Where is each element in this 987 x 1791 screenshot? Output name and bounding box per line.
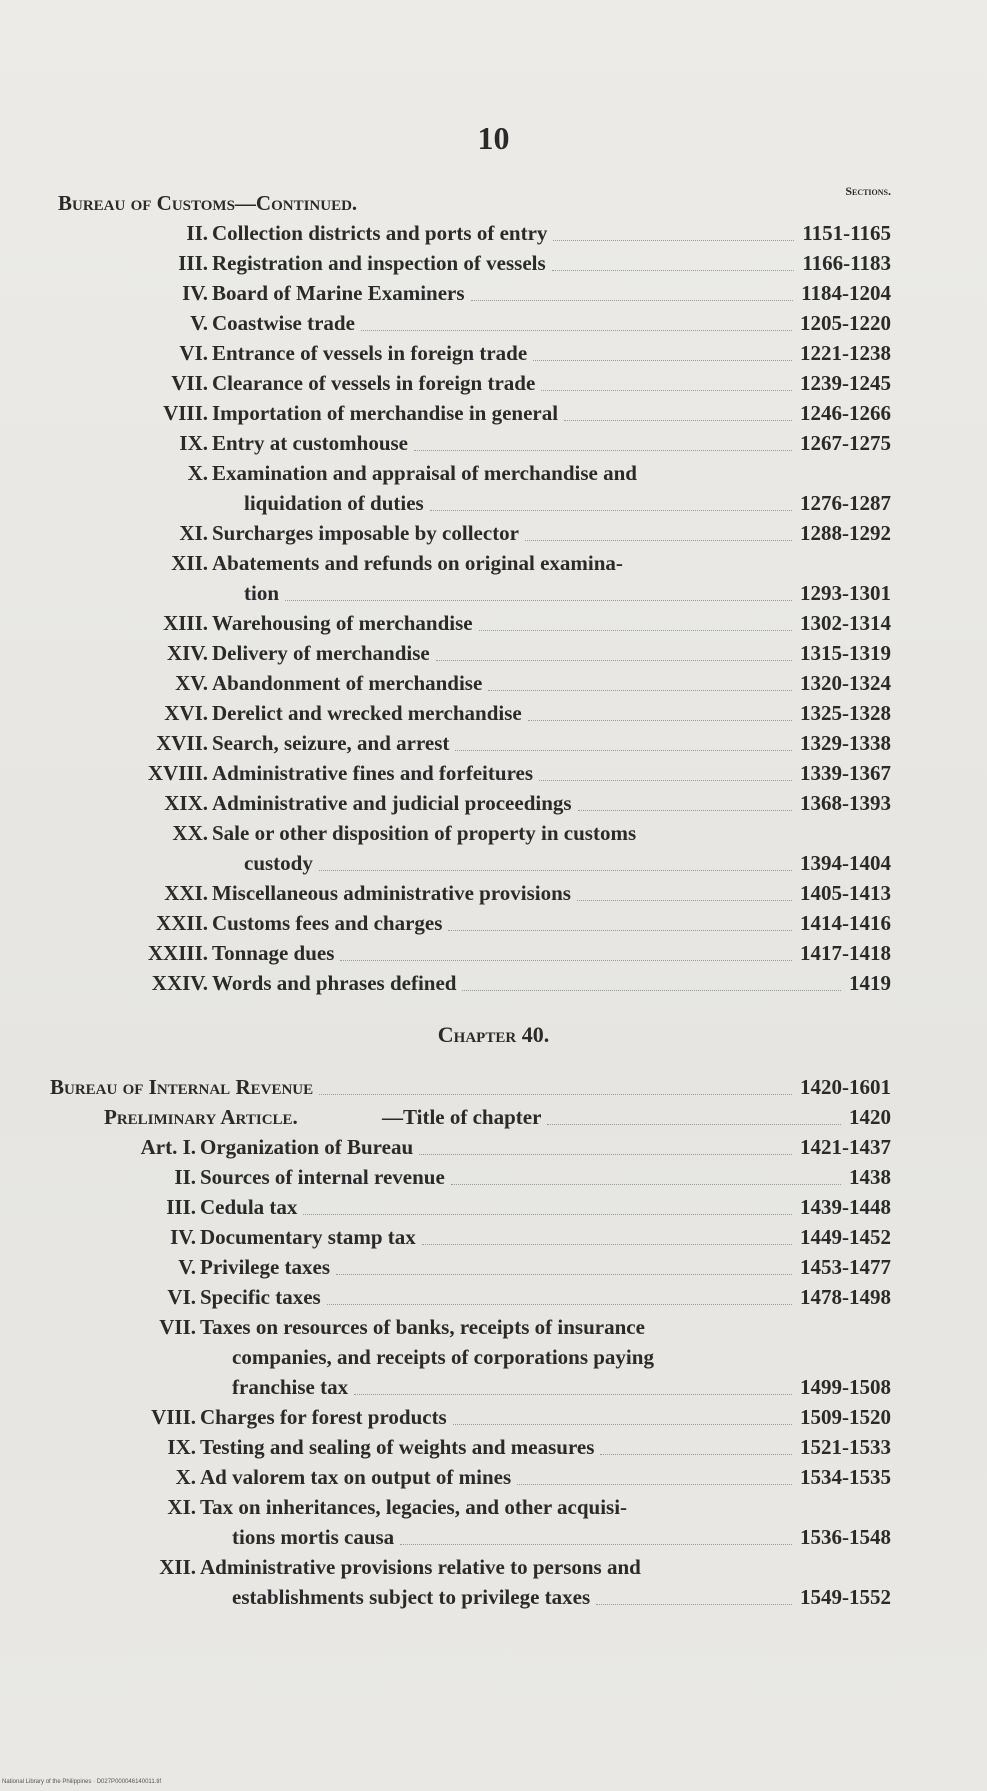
- toc-entry-line: [0, 1132, 987, 1162]
- section-range: 1414-1416: [800, 911, 891, 935]
- toc-entry-line: [0, 1372, 987, 1402]
- article-numeral: XX.: [172, 821, 208, 845]
- article-title: Entry at customhouse: [212, 431, 409, 455]
- article-title: Tonnage dues: [212, 941, 335, 965]
- toc-entry-line: [0, 1522, 987, 1552]
- dot-leader: [488, 690, 792, 691]
- article-numeral: XIX.: [164, 791, 208, 815]
- article-numeral: VIII.: [151, 1405, 196, 1429]
- toc-entry-line: [0, 1312, 987, 1342]
- article-numeral: XXII.: [156, 911, 208, 935]
- section-range: 1534-1535: [800, 1465, 891, 1489]
- article-title: Importation of merchandise in general: [212, 401, 559, 425]
- toc-entry-line: [0, 1492, 987, 1522]
- toc-entry-line: [0, 608, 987, 638]
- dot-leader: [414, 450, 792, 451]
- article-title: tions mortis causa: [232, 1525, 395, 1549]
- toc-entry-line: [0, 788, 987, 818]
- section-range: 1267-1275: [800, 431, 891, 455]
- article-title: Entrance of vessels in foreign trade: [212, 341, 528, 365]
- article-numeral: VII.: [159, 1315, 196, 1339]
- article-title: Miscellaneous administrative provisions: [212, 881, 571, 905]
- toc-entry-line: [0, 878, 987, 908]
- toc-entry-line: [0, 818, 987, 848]
- toc-entry-line: [0, 1432, 987, 1462]
- dot-leader: [436, 660, 792, 661]
- article-numeral: X.: [175, 1465, 196, 1489]
- article-title: Examination and appraisal of merchandise and: [212, 461, 637, 485]
- internal-revenue-heading: Bureau of Internal Revenue: [50, 1075, 314, 1099]
- article-numeral: II.: [174, 1165, 196, 1189]
- article-title: Coastwise trade: [212, 311, 355, 335]
- article-title: Documentary stamp tax: [200, 1225, 416, 1249]
- section-range: 1320-1324: [800, 671, 891, 695]
- section-range: 1293-1301: [800, 581, 891, 605]
- section-range: 1302-1314: [800, 611, 891, 635]
- section-range: 1239-1245: [800, 371, 891, 395]
- toc-entry-line: [0, 668, 987, 698]
- toc-entry-line: [0, 1192, 987, 1222]
- toc-entry-line: [0, 1252, 987, 1282]
- article-title: Words and phrases defined: [212, 971, 457, 995]
- article-numeral: IX.: [179, 431, 208, 455]
- article-title: Surcharges imposable by collector: [212, 521, 520, 545]
- article-numeral: XV.: [175, 671, 208, 695]
- article-numeral: Art. I.: [140, 1135, 196, 1159]
- toc-entry-line: [0, 218, 987, 248]
- article-numeral: V.: [190, 311, 208, 335]
- dot-leader: [533, 360, 792, 361]
- dot-leader: [319, 870, 792, 871]
- article-title: liquidation of duties: [244, 491, 424, 515]
- section-range: 1478-1498: [800, 1285, 891, 1309]
- section-range: 1549-1552: [800, 1585, 891, 1609]
- article-title: Collection districts and ports of entry: [212, 221, 548, 245]
- toc-entry-line: [0, 338, 987, 368]
- section-range: 1325-1328: [800, 701, 891, 725]
- article-title: Taxes on resources of banks, receipts of insurance: [200, 1315, 645, 1339]
- chapter-heading: Chapter 40.: [437, 1022, 550, 1047]
- dot-leader: [451, 1184, 841, 1185]
- article-numeral: III.: [178, 251, 208, 275]
- toc-entry-line: [0, 428, 987, 458]
- article-title: Sale or other disposition of property in customs: [212, 821, 637, 845]
- section-range: 1521-1533: [800, 1435, 891, 1459]
- article-title: Privilege taxes: [200, 1255, 331, 1279]
- toc-entry-line: [0, 278, 987, 308]
- article-title: Charges for forest products: [200, 1405, 447, 1429]
- article-title: Abatements and refunds on original examina-: [212, 551, 623, 575]
- dot-leader: [552, 270, 794, 271]
- section-range: 1184-1204: [801, 281, 891, 305]
- article-numeral: XIV.: [166, 641, 208, 665]
- dot-leader: [577, 900, 792, 901]
- article-numeral: X.: [187, 461, 208, 485]
- section-range: 1438: [849, 1165, 891, 1189]
- article-title: Search, seizure, and arrest: [212, 731, 450, 755]
- dot-leader: [419, 1154, 792, 1155]
- dot-leader: [528, 720, 792, 721]
- toc-entry-line: [0, 638, 987, 668]
- article-title: tion: [244, 581, 280, 605]
- section-range: 1368-1393: [800, 791, 891, 815]
- dot-leader: [471, 300, 793, 301]
- toc-entry-line: [0, 1342, 987, 1372]
- sections-label: Sections.: [845, 184, 891, 198]
- toc-entry-line: [0, 1222, 987, 1252]
- article-numeral: IV.: [182, 281, 208, 305]
- table-of-contents: [0, 184, 987, 1612]
- section-range: 1509-1520: [800, 1405, 891, 1429]
- section-range: 1205-1220: [800, 311, 891, 335]
- section-range: 1329-1338: [800, 731, 891, 755]
- preliminary-article-row: [0, 1102, 987, 1132]
- toc-entry-line: [0, 938, 987, 968]
- article-numeral: XII.: [171, 551, 208, 575]
- dot-leader: [596, 1604, 792, 1605]
- dot-leader: [455, 750, 792, 751]
- toc-entry-line: [0, 1582, 987, 1612]
- dot-leader: [517, 1484, 792, 1485]
- article-title: Delivery of merchandise: [212, 641, 430, 665]
- article-numeral: III.: [166, 1195, 196, 1219]
- article-title: Testing and sealing of weights and measures: [200, 1435, 595, 1459]
- section-range: 1221-1238: [800, 341, 891, 365]
- dot-leader: [539, 780, 792, 781]
- section-range: 1394-1404: [800, 851, 891, 875]
- article-numeral: VIII.: [163, 401, 208, 425]
- toc-entry-line: [0, 758, 987, 788]
- dot-leader: [340, 960, 792, 961]
- dot-leader: [430, 510, 792, 511]
- scan-footer: National Library of the Philippines · D027P000046140011.tif: [2, 1779, 161, 1785]
- section-range: 1246-1266: [800, 401, 891, 425]
- dot-leader: [361, 330, 792, 331]
- article-title: Abandonment of merchandise: [212, 671, 483, 695]
- dot-leader: [600, 1454, 792, 1455]
- article-numeral: XII.: [159, 1555, 196, 1579]
- dot-leader: [525, 540, 792, 541]
- article-numeral: XVII.: [156, 731, 208, 755]
- toc-entry-line: [0, 248, 987, 278]
- toc-entry-line: [0, 848, 987, 878]
- article-title: Ad valorem tax on output of mines: [200, 1465, 512, 1489]
- article-title: Clearance of vessels in foreign trade: [212, 371, 536, 395]
- article-title: Administrative and judicial proceedings: [212, 791, 572, 815]
- section-range: 1288-1292: [800, 521, 891, 545]
- dot-leader: [564, 420, 792, 421]
- article-numeral: XXI.: [164, 881, 208, 905]
- customs-articles: [0, 218, 987, 998]
- toc-entry-line: [0, 518, 987, 548]
- article-numeral: XVI.: [164, 701, 208, 725]
- dot-leader: [541, 390, 792, 391]
- article-numeral: XIII.: [163, 611, 208, 635]
- article-title: Organization of Bureau: [200, 1135, 414, 1159]
- toc-entry-line: [0, 488, 987, 518]
- article-title: Board of Marine Examiners: [212, 281, 465, 305]
- article-numeral: V.: [178, 1255, 196, 1279]
- article-numeral: XXIV.: [151, 971, 208, 995]
- section-range: 1499-1508: [800, 1375, 891, 1399]
- article-numeral: XXIII.: [147, 941, 208, 965]
- article-title: Sources of internal revenue: [200, 1165, 445, 1189]
- section-range: 1421-1437: [800, 1135, 891, 1159]
- toc-entry-line: [0, 908, 987, 938]
- toc-entry-line: [0, 1282, 987, 1312]
- dot-leader: [448, 930, 792, 931]
- article-title: Specific taxes: [200, 1285, 321, 1309]
- section-range: 1419: [849, 971, 891, 995]
- page-number: 10: [477, 120, 510, 156]
- article-numeral: XI.: [179, 521, 208, 545]
- toc-entry-line: [0, 1552, 987, 1582]
- toc-entry-line: [0, 398, 987, 428]
- preliminary-label: Preliminary Article.: [104, 1105, 298, 1129]
- dot-leader: [462, 990, 841, 991]
- customs-heading: Bureau of Customs—Continued.: [58, 191, 358, 215]
- dot-leader: [479, 630, 792, 631]
- article-title: Cedula tax: [200, 1195, 298, 1219]
- article-title: companies, and receipts of corporations paying: [232, 1345, 654, 1369]
- section-range: 1536-1548: [800, 1525, 891, 1549]
- toc-entry-line: [0, 1402, 987, 1432]
- article-title: Warehousing of merchandise: [212, 611, 473, 635]
- article-numeral: VII.: [171, 371, 208, 395]
- dot-leader: [400, 1544, 792, 1545]
- toc-entry-line: [0, 968, 987, 998]
- section-range: 1453-1477: [800, 1255, 891, 1279]
- dot-leader: [319, 1094, 792, 1095]
- article-title: Administrative fines and forfeitures: [212, 761, 533, 785]
- dot-leader: [303, 1214, 792, 1215]
- article-title: Customs fees and charges: [212, 911, 443, 935]
- dot-leader: [354, 1394, 792, 1395]
- article-numeral: VI.: [167, 1285, 196, 1309]
- toc-entry-line: [0, 1462, 987, 1492]
- article-numeral: XVIII.: [147, 761, 208, 785]
- dot-leader: [553, 240, 794, 241]
- dot-leader: [336, 1274, 792, 1275]
- article-numeral: II.: [186, 221, 208, 245]
- article-title: Administrative provisions relative to persons and: [200, 1555, 641, 1579]
- internal-revenue-heading-row: [0, 1072, 987, 1102]
- article-numeral: IV.: [170, 1225, 196, 1249]
- section-range: 1420: [849, 1105, 891, 1129]
- toc-entry-line: [0, 548, 987, 578]
- dot-leader: [578, 810, 792, 811]
- article-title: franchise tax: [232, 1375, 349, 1399]
- article-numeral: IX.: [167, 1435, 196, 1459]
- article-numeral: VI.: [179, 341, 208, 365]
- section-range: 1151-1165: [802, 221, 891, 245]
- toc-entry-line: [0, 308, 987, 338]
- section-range: 1420-1601: [800, 1075, 891, 1099]
- article-title: Tax on inheritances, legacies, and other acquisi-: [200, 1495, 628, 1519]
- dot-leader: [547, 1124, 841, 1125]
- dot-leader: [327, 1304, 792, 1305]
- toc-entry-line: [0, 1162, 987, 1192]
- section-range: 1315-1319: [800, 641, 891, 665]
- article-title: Derelict and wrecked merchandise: [212, 701, 522, 725]
- article-title: custody: [244, 851, 313, 875]
- section-range: 1276-1287: [800, 491, 891, 515]
- customs-heading-row: [0, 184, 987, 218]
- toc-entry-line: [0, 458, 987, 488]
- section-range: 1405-1413: [800, 881, 891, 905]
- article-title: Registration and inspection of vessels: [212, 251, 546, 275]
- section-range: 1417-1418: [800, 941, 891, 965]
- article-numeral: XI.: [167, 1495, 196, 1519]
- toc-entry-line: [0, 698, 987, 728]
- toc-entry-line: [0, 578, 987, 608]
- section-range: 1439-1448: [800, 1195, 891, 1219]
- internal-revenue-articles: [0, 1132, 987, 1612]
- toc-entry-line: [0, 728, 987, 758]
- section-range: 1166-1183: [802, 251, 891, 275]
- toc-entry-line: [0, 368, 987, 398]
- section-range: 1339-1367: [800, 761, 891, 785]
- dot-leader: [422, 1244, 792, 1245]
- preliminary-title: —Title of chapter: [382, 1105, 542, 1129]
- section-range: 1449-1452: [800, 1225, 891, 1249]
- dot-leader: [285, 600, 792, 601]
- article-title: establishments subject to privilege taxes: [232, 1585, 591, 1609]
- dot-leader: [453, 1424, 792, 1425]
